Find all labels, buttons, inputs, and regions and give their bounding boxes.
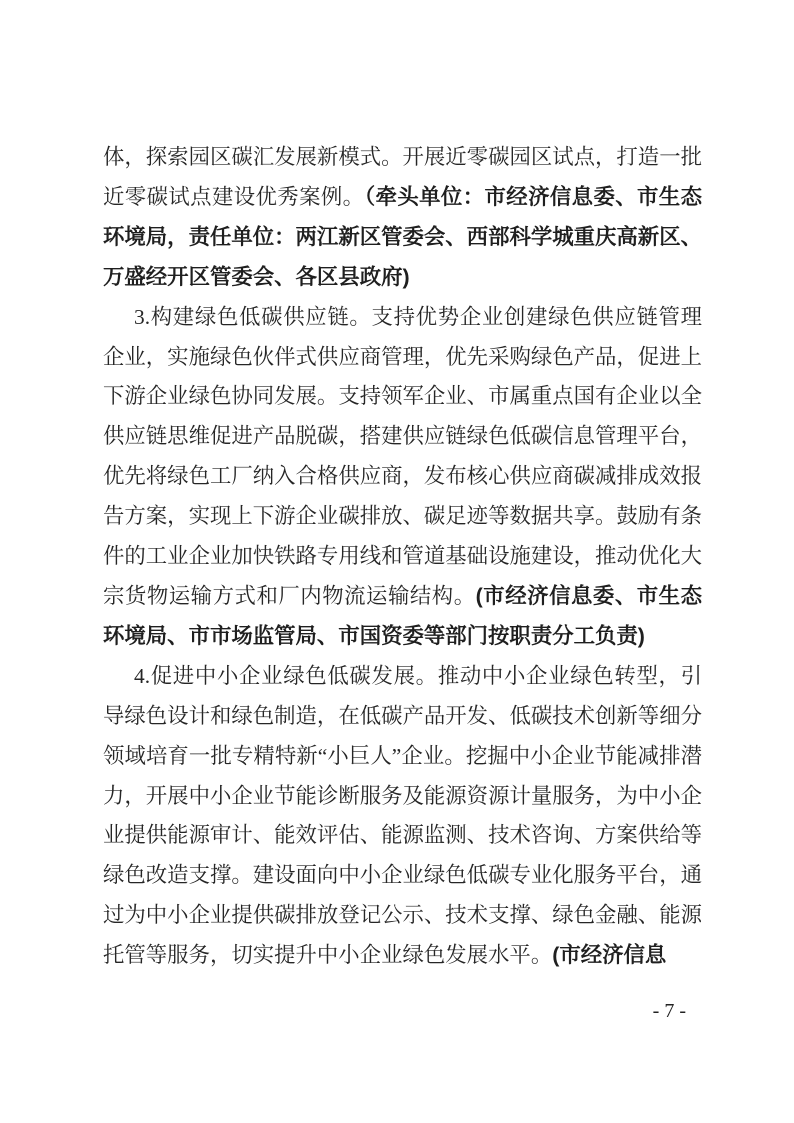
paragraph (103, 138, 702, 298)
responsible-units-bold-text: （牵头单位：市经济信息委、市生态环境局，责任单位：两江新区管委会、西部科学城重庆高新区、万盛经开区管委会、各区县政府) (103, 184, 702, 289)
paragraph-text: 体，探索园区碳汇发展新模式。开展近零碳园区试点，打造一批近零碳试点建设优秀案例。 (103, 145, 702, 209)
responsible-units-bold-text: (市经济信息委、市生态环境局、市市场监管局、市国资委等部门按职责分工负责) (103, 583, 702, 648)
responsible-units-bold-text: (市经济信息 (552, 943, 667, 968)
paragraph-text: 3.构建绿色低碳供应链。支持优势企业创建绿色供应链管理企业，实施绿色伙伴式供应商管理，优先采购绿色产品，促进上下游企业绿色协同发展。支持领军企业、市属重点国有企业以全供应链思维促进产品脱碳，搭建供应链绿色低碳信息管理平台，优先将绿色工厂纳入合格供应商，发布核心供应商碳减排成效报告方案，实现上下游企业碳排放、碳足迹等数据共享。鼓励有条件的工业企业加快铁路专用线和管道基础设施建设，推动优化大宗货物运输方式和厂内物流运输结构。 (103, 304, 702, 608)
paragraph (103, 657, 702, 976)
paragraph (103, 298, 702, 657)
page-number: - 7 - (652, 1000, 686, 1022)
paragraph-text: 4.促进中小企业绿色低碳发展。推动中小企业绿色转型，引导绿色设计和绿色制造，在低碳产品开发、低碳技术创新等细分领域培育一批专精特新“小巨人”企业。挖掘中小企业节能减排潜力，开展中小企业节能诊断服务及能源资源计量服务，为中小企业提供能源审计、能效评估、能源监测、技术咨询、方案供给等绿色改造支撑。建设面向中小企业绿色低碳专业化服务平台，通过为中小企业提供碳排放登记公示、技术支撑、绿色金融、能源托管等服务，切实提升中小企业绿色发展水平。 (103, 663, 702, 968)
document-body (103, 138, 702, 976)
